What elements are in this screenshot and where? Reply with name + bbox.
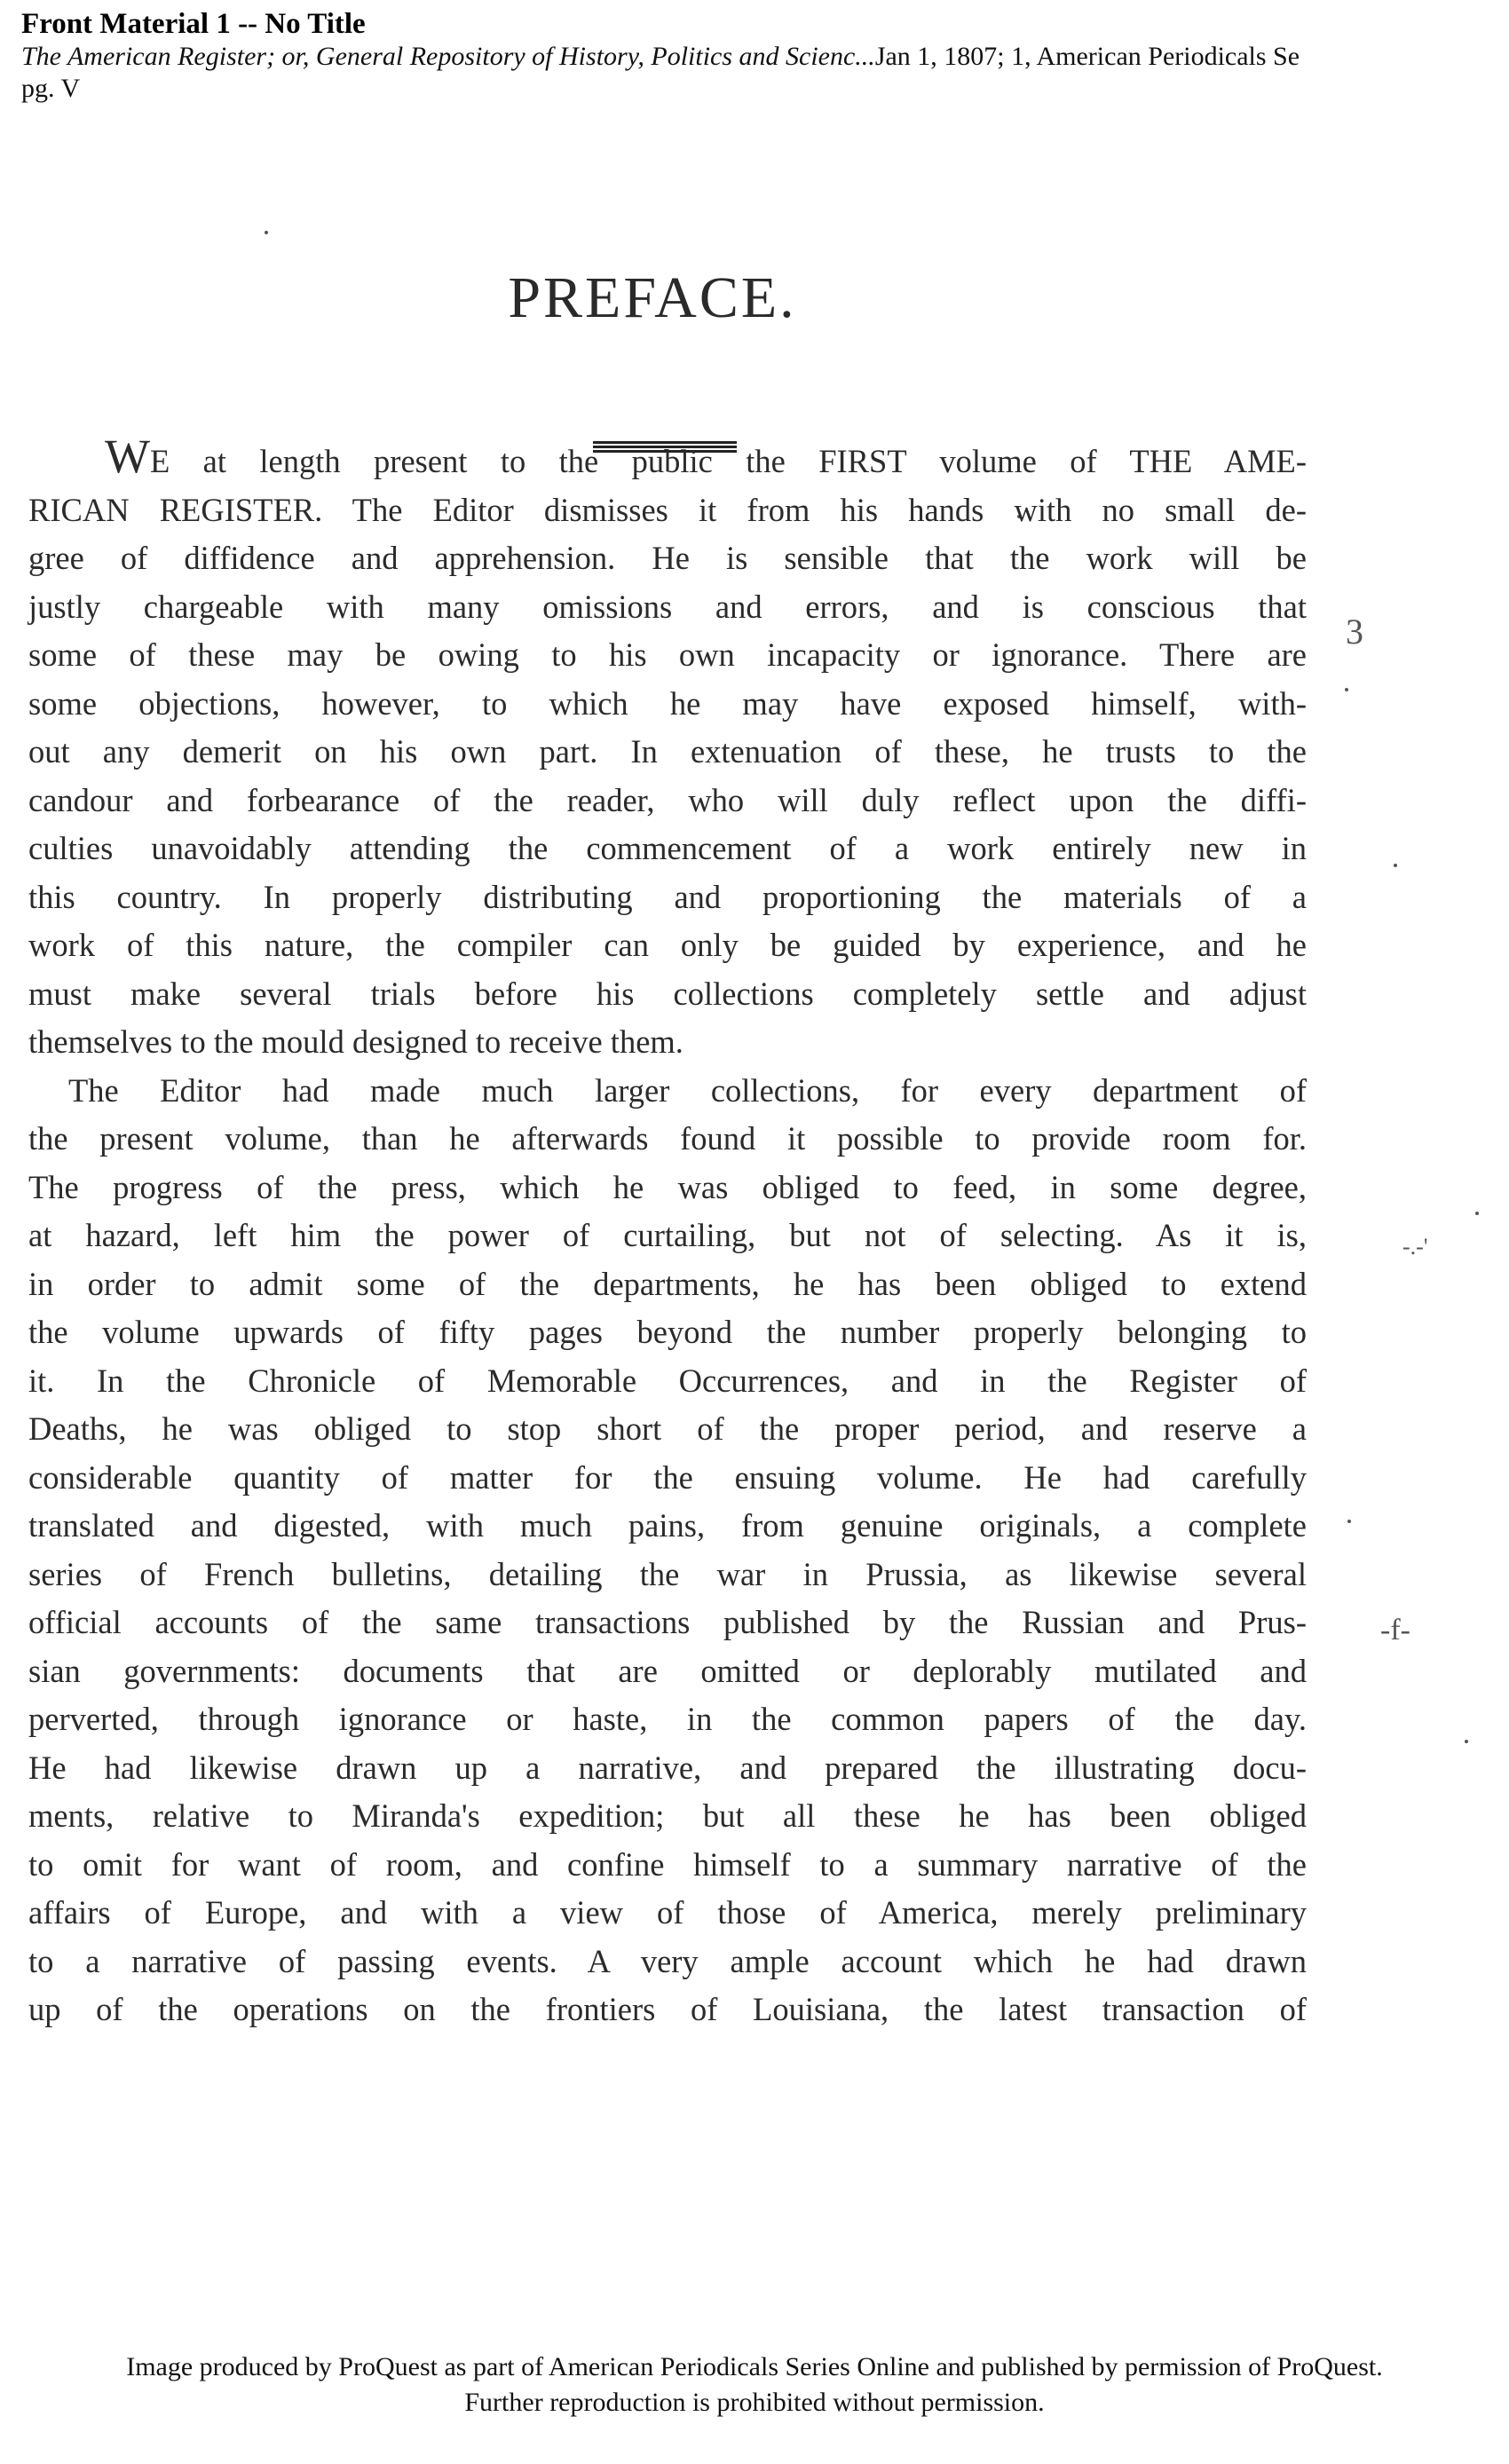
text-line: some objections, however, to which he may have exposed himself, with- — [28, 684, 1307, 722]
scan-speck — [1394, 864, 1397, 867]
text-line: translated and digested, with much pains, from genuine originals, a complete — [28, 1507, 1307, 1544]
text-line: must make several trials before his collections completely settle and adjust — [28, 975, 1307, 1012]
text-line: considerable quantity of matter for the ensuing volume. He had carefully — [28, 1458, 1307, 1496]
text-line: candour and forbearance of the reader, who will duly reflect upon the diffi- — [28, 781, 1307, 818]
scan-speck — [1465, 1740, 1468, 1743]
footer-line-1: Image produced by ProQuest as part of American Periodicals Series Online and published by permission of ProQuest. — [126, 2352, 1383, 2381]
text-line: to omit for want of room, and confine himself to a summary narrative of the — [28, 1845, 1307, 1883]
text-line: gree of diffidence and apprehension. He is sensible that the work will be — [28, 540, 1307, 576]
text-line: the present volume, than he afterwards found it possible to provide room for. — [28, 1120, 1307, 1157]
scan-speck — [1347, 1520, 1351, 1523]
proquest-footer — [0, 2349, 1509, 2421]
text-line: this country. In properly distributing and proportioning the materials of a — [28, 878, 1307, 915]
text-line: themselves to the mould designed to receive them. — [28, 1023, 683, 1060]
text-line: up of the operations on the frontiers of Louisiana, the latest transaction of — [28, 1991, 1307, 2027]
text-line: out any demerit on his own part. In extenuation of these, he trusts to the — [28, 733, 1307, 770]
journal-name: The American Register; or, General Repository of History, Politics and Scienc... — [21, 42, 875, 71]
text-line: official accounts of the same transactions published by the Russian and Prus- — [28, 1604, 1307, 1640]
text-line: work of this nature, the compiler can only be guided by experience, and he — [28, 927, 1307, 963]
text-line: sian governments: documents that are omitted or deplorably mutilated and — [28, 1652, 1307, 1689]
citation-line — [21, 41, 1504, 73]
citation-details: Jan 1, 1807; 1, American Periodicals Se — [874, 42, 1300, 71]
text-line: affairs of Europe, and with a view of those of America, merely preliminary — [28, 1894, 1307, 1931]
text-line: RICAN REGISTER. The Editor dismisses it from his hands with no small de- — [28, 491, 1307, 528]
text-line: justly chargeable with many omissions and errors, and is conscious that — [28, 588, 1307, 625]
margin-mark-a: -.-' — [1402, 1234, 1428, 1260]
scan-speck — [265, 231, 268, 234]
preface-body — [28, 430, 1307, 2034]
text-line: it. In the Chronicle of Memorable Occurrences, and in the Register of — [28, 1362, 1307, 1399]
text-line: to a narrative of passing events. A very ample account which he had drawn — [28, 1942, 1307, 1979]
page-number: pg. V — [21, 74, 81, 103]
text-line: in order to admit some of the departments, he has been obliged to extend — [28, 1265, 1307, 1302]
margin-numeral: 3 — [1346, 612, 1363, 652]
text-line: series of French bulletins, detailing the war in Prussia, as likewise several — [28, 1555, 1307, 1592]
text-line: some of these may be owing to his own incapacity or ignorance. There are — [28, 636, 1307, 673]
scan-speck — [1345, 688, 1348, 691]
text-line: ments, relative to Miranda's expedition; but all these he has been obliged — [28, 1797, 1307, 1834]
text-line: culties unavoidably attending the commencement of a work entirely new in — [28, 830, 1307, 866]
preface-heading: PREFACE. — [508, 265, 797, 330]
text-line: The progress of the press, which he was obliged to feed, in some degree, — [28, 1168, 1307, 1205]
line-text: E at length present to the public the FIRST volume of THE AME- — [149, 443, 1307, 479]
drop-cap: W — [105, 430, 150, 483]
footer-line-2: Further reproduction is prohibited without permission. — [464, 2388, 1045, 2417]
document-title: Front Material 1 -- No Title — [21, 8, 366, 40]
scan-speck — [1475, 1212, 1479, 1215]
text-line: Deaths, he was obliged to stop short of the proper period, and reserve a — [28, 1410, 1307, 1447]
margin-mark-b: -f- — [1380, 1614, 1410, 1647]
text-line: perverted, through ignorance or haste, in the common papers of the day. — [28, 1701, 1307, 1737]
citation-header — [21, 7, 1504, 105]
text-line: the volume upwards of fifty pages beyond the number properly belonging to — [28, 1314, 1307, 1350]
text-line: at hazard, left him the power of curtailing, but not of selecting. As it is, — [28, 1217, 1307, 1253]
text-line: The Editor had made much larger collections, for every department of — [68, 1071, 1307, 1109]
paragraph-1 — [28, 430, 1307, 1067]
paragraph-2 — [28, 1067, 1307, 2034]
text-line — [28, 430, 1307, 486]
text-line: He had likewise drawn up a narrative, and prepared the illustrating docu- — [28, 1749, 1307, 1786]
